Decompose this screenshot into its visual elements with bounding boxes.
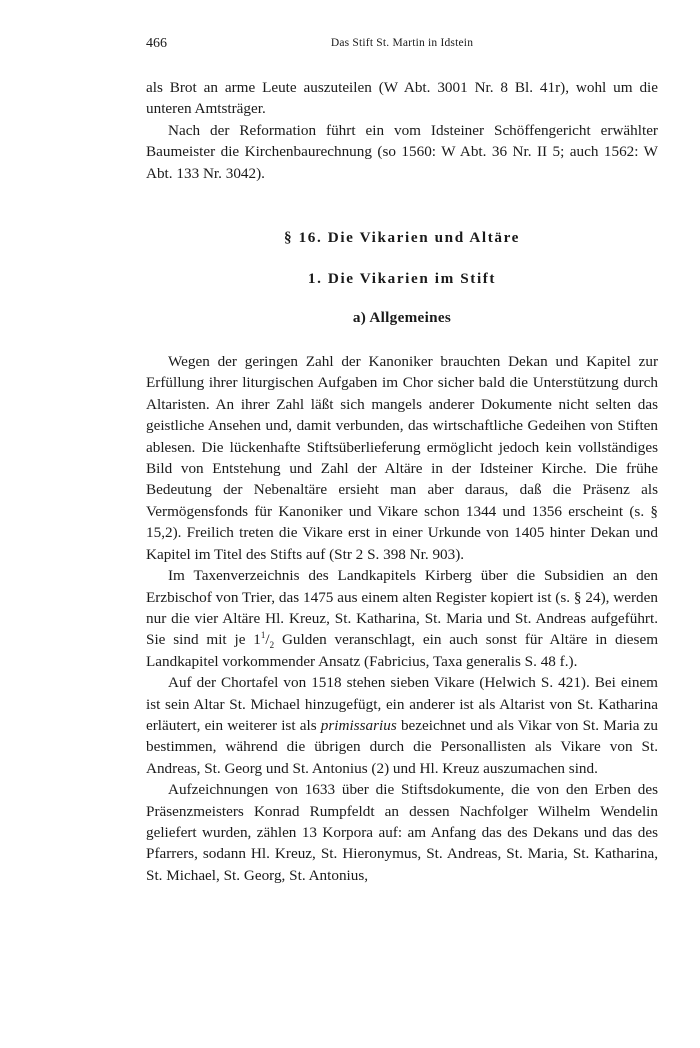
fraction-denominator: 2: [269, 640, 275, 651]
paragraph: [146, 672, 658, 779]
paragraph: als Brot an arme Leute auszuteilen (W Abt. 3001 Nr. 8 Bl. 41r), wohl um die unteren Amtsträger.: [146, 79, 658, 118]
fraction-numerator: 1: [260, 630, 266, 641]
fraction-integer: 1: [253, 631, 261, 649]
paragraph: [146, 565, 658, 672]
subsection-heading: 1. Die Vikarien im Stift: [307, 270, 497, 288]
paragraph: Nach der Reformation führt ein vom Idsteiner Schöffengericht erwählter Baumeister die Kirchenbaurechnung (so 1560: W Abt. 36 Nr. II 5; auch 1562: W Abt. 133 Nr. 3042).: [146, 121, 658, 182]
running-header: [146, 36, 658, 56]
page-number: 466: [146, 36, 167, 51]
paragraph: Aufzeichnungen von 1633 über die Stiftsdokumente, die von den Erben des Präsenzmeisters Konrad Rumpfeldt an dessen Nachfolger Wilhelm Wendelin geliefert wurden, zählen 13 Korpora auf: am Anfang das des Dekans und das des Pfarrers, sodann Hl. Kreuz, St. Hieronymus, St. Andreas, St. Maria, St. Katharina, St. Michael, St. Georg, St. Antonius,: [146, 781, 658, 884]
paragraph-text: bezeichnet und als Vikar von St. Maria zu bestimmen, während die übrigen durch die Personallisten als Vikare von St. Andreas, St. Georg und St. Antonius (2) und Hl. Kreuz auszumachen sind.: [146, 716, 658, 777]
italic-term: primissarius: [320, 716, 397, 734]
paragraph-text: Auf der Chortafel von 1518 stehen sieben Vikare (Helwich S. 421). Bei einem ist sein Altar St. Michael hinzugefügt, ein anderer ist als Altarist von St. Katharina erläutert, ein weiterer ist als: [146, 674, 658, 734]
subsubsection-heading: a) Allgemeines: [352, 309, 452, 327]
section-body: [146, 351, 658, 886]
running-title: Das Stift St. Martin in Idstein: [330, 37, 474, 49]
continuation-text: [146, 77, 658, 184]
paragraph-text: Gulden veranschlagt, ein auch sonst für Altäre in diesem Landkapitel vorkommender Ansatz (Fabricius, Taxa generalis S. 48 f.).: [146, 631, 659, 670]
paragraph: Wegen der geringen Zahl der Kanoniker brauchten Dekan und Kapitel zur Erfüllung ihrer liturgischen Aufgaben im Chor sicher bald die Unterstützung durch Altaristen. An ihrer Zahl läßt sich mangels anderer Dokumente nicht selten das geistliche Ansehen und, damit verbunden, das wirtschaftliche Gedeihen von Stiften ablesen. Die lückenhafte Stiftsüberlieferung ermöglicht jedoch kein vollständiges Bild von Entstehung und Zahl der Altäre in der Idsteiner Kirche. Die frühe Bedeutung der Nebenaltäre ersieht man aber daraus, daß die Präsenz als Vermögensfonds für Kanoniker und Vikare schon 1344 und 1356 erscheint (s. § 15,2). Freilich treten die Vikare erst in einer Urkunde von 1405 hinter Dekan und Kapitel im Titel des Stifts auf (Str 2 S. 398 Nr. 903).: [146, 353, 658, 563]
book-page: [146, 36, 658, 886]
fraction: $1^1/_2$: [253, 630, 275, 651]
section-heading: § 16. Die Vikarien und Altäre: [284, 229, 520, 247]
paragraph-text: Im Taxenverzeichnis des Landkapitels Kirberg über die Subsidien an den Erzbischof von Trier, das 1475 aus einem alten Register kopiert ist (s. § 24), werden nur die vier Altäre Hl. Kreuz, St. Katharina, St. Maria und St. Andreas aufgeführt. Sie sind mit je: [146, 567, 658, 649]
